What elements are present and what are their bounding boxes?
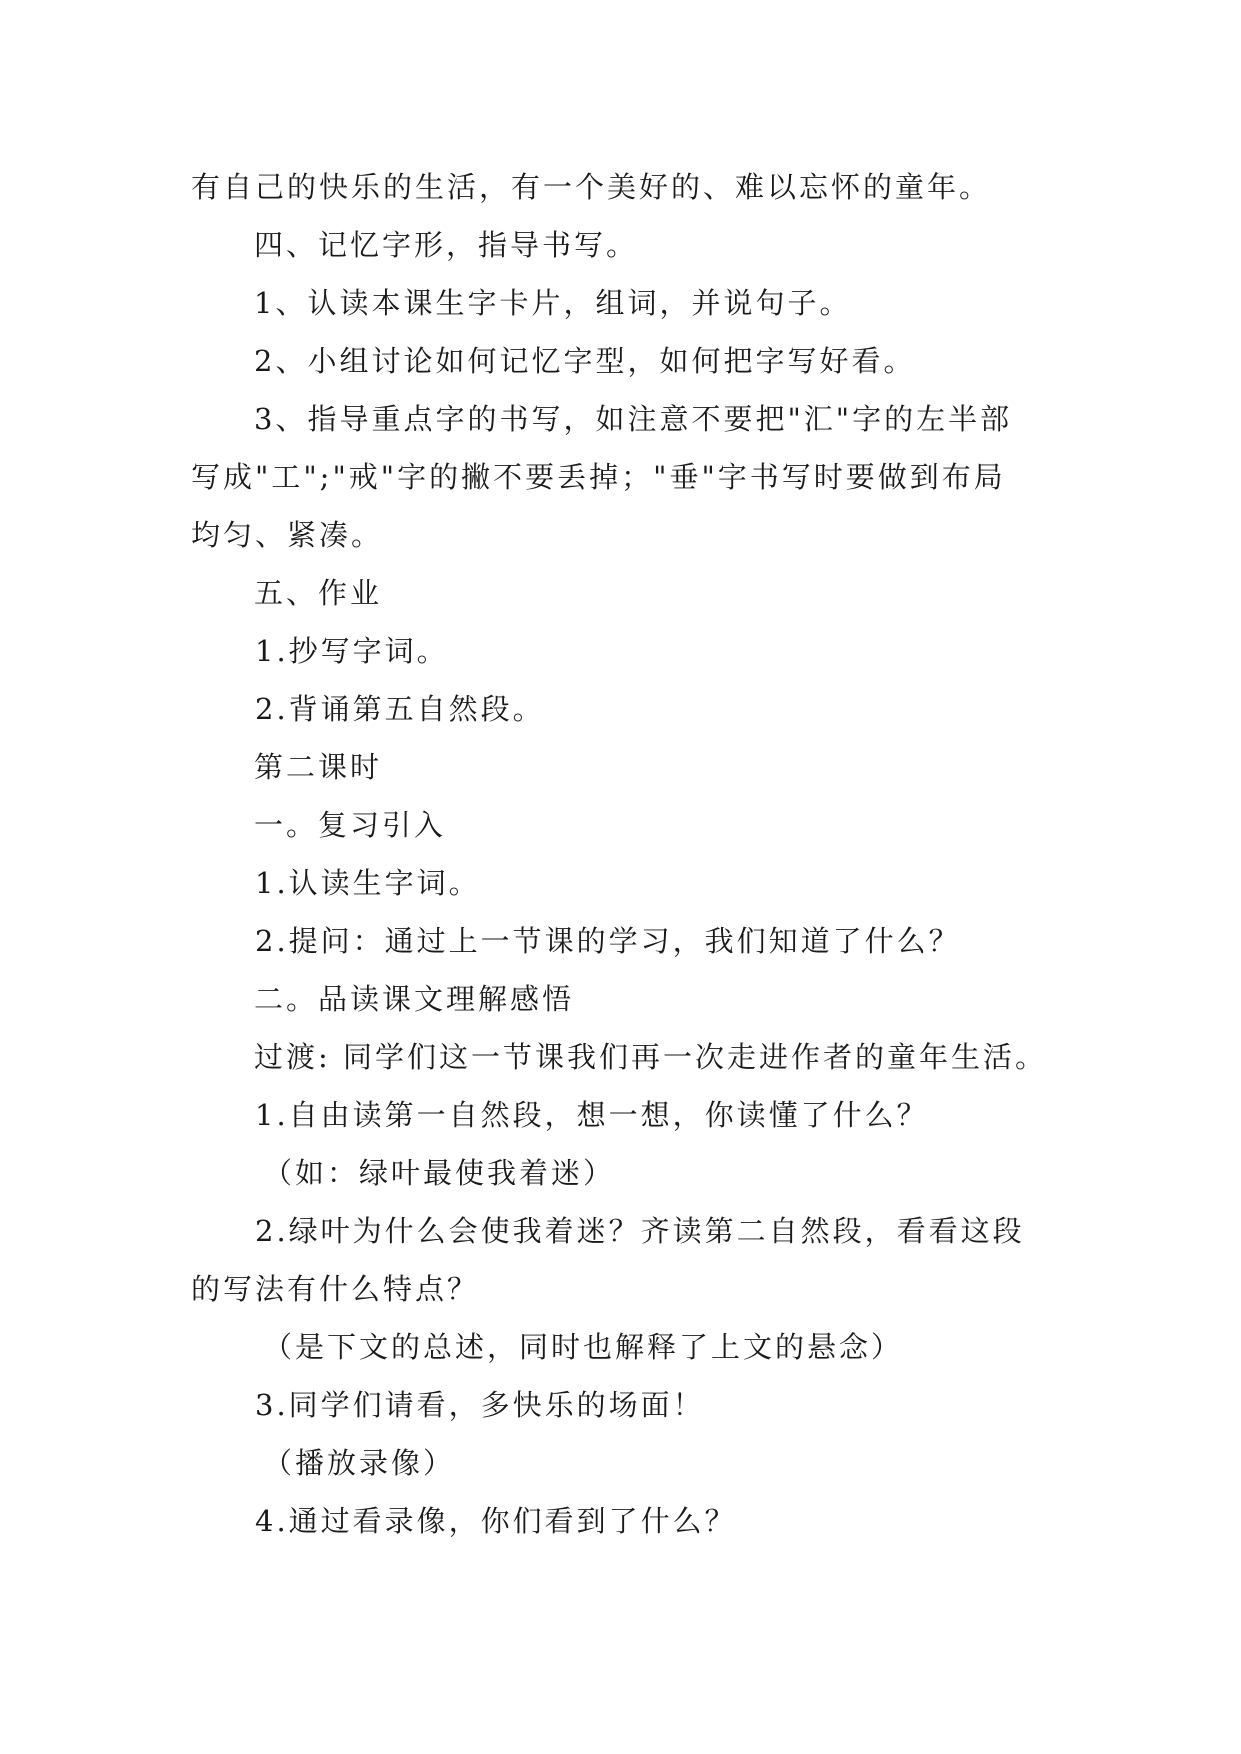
text-line-13: 1.认读生字词。 xyxy=(255,866,481,900)
text-line-12: 一。复习引入 xyxy=(254,808,447,842)
text-line-1: 有自己的快乐的生活，有一个美好的、难以忘怀的童年。 xyxy=(191,170,992,204)
text-line-19: 2.绿叶为什么会使我着迷？齐读第二自然段，看看这段 xyxy=(255,1214,1025,1248)
text-line-21: （是下文的总述，同时也解释了上文的悬念） xyxy=(263,1330,904,1364)
text-line-8: 五、作业 xyxy=(254,576,383,610)
text-line-23: （播放录像） xyxy=(263,1446,456,1480)
text-line-17: 1.自由读第一自然段，想一想，你读懂了什么？ xyxy=(255,1098,929,1132)
text-line-20: 的写法有什么特点？ xyxy=(191,1272,480,1306)
text-line-14: 2.提问：通过上一节课的学习，我们知道了什么？ xyxy=(255,924,961,958)
text-line-5: 3、指导重点字的书写，如注意不要把"汇"字的左半部 xyxy=(254,402,1013,436)
text-line-3: 1、认读本课生字卡片，组词，并说句子。 xyxy=(254,286,852,320)
text-line-4: 2、小组讨论如何记忆字型，如何把字写好看。 xyxy=(254,344,916,378)
text-line-7: 均匀、紧凑。 xyxy=(191,518,384,552)
text-line-9: 1.抄写字词。 xyxy=(255,634,449,668)
text-line-11: 第二课时 xyxy=(254,750,383,784)
text-line-16: 过渡: 同学们这一节课我们再一次走进作者的童年生活。 xyxy=(254,1040,1047,1074)
text-line-18: （如：绿叶最使我着迷） xyxy=(263,1156,616,1190)
text-line-10: 2.背诵第五自然段。 xyxy=(255,692,545,726)
text-line-24: 4.通过看录像，你们看到了什么？ xyxy=(255,1504,737,1538)
text-line-2: 四、记忆字形，指导书写。 xyxy=(254,228,639,262)
text-line-6: 写成"工";"戒"字的撇不要丢掉；"垂"字书写时要做到布局 xyxy=(191,460,1006,494)
text-line-15: 二。品读课文理解感悟 xyxy=(254,982,575,1016)
text-line-22: 3.同学们请看，多快乐的场面！ xyxy=(255,1388,705,1422)
